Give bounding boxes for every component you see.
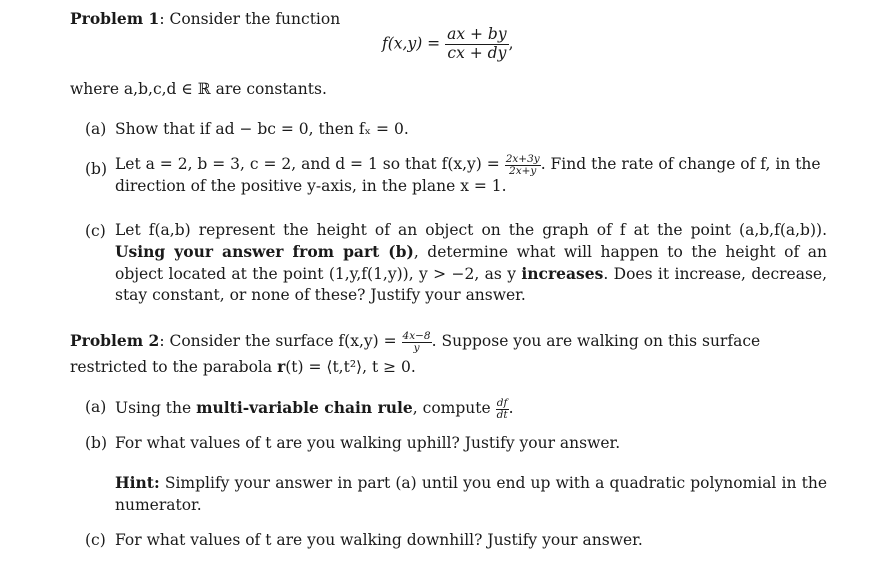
- function-comma: ,: [508, 34, 514, 53]
- p2-part-c-label: (c): [85, 531, 106, 549]
- p1-part-b-frac-num: 2x+3y: [505, 153, 540, 165]
- p2-part-a-text: [115, 398, 514, 420]
- p1-part-b-text-2: . Find the rate of change of f, in the direction of the positive y-axis, in the plane x = 1.: [115, 155, 821, 195]
- p1-part-a-text: Show that if ad − bc = 0, then fₓ = 0.: [115, 120, 409, 138]
- problem-2-frac-den: y: [413, 341, 420, 354]
- p2-part-a-label: (a): [85, 398, 107, 416]
- p1-part-c-text-2: , determine what will happen to the height of an object located at the point (1,y,f(1,y)), y > −2, as y: [115, 243, 827, 283]
- problem-2-text-3: (t) = ⟨t,t²⟩, t ≥ 0.: [285, 358, 416, 376]
- p1-part-c-text-3: . Does it increase, decrease, stay constant, or none of these? Justify your answer.: [115, 265, 828, 304]
- hint-text: Simplify your answer in part (a) until you end up with a quadratic polynomial in the numerator.: [115, 474, 827, 514]
- problem-2-frac-num: 4x−8: [402, 330, 431, 342]
- problem-1-intro-text: : Consider the function: [159, 10, 341, 28]
- function-denominator: cx + dy: [447, 43, 507, 62]
- p1-part-b-fraction: [505, 154, 541, 176]
- p1-part-b-text-1: Let a = 2, b = 3, c = 2, and d = 1 so that f(x,y) =: [115, 155, 505, 173]
- problem-1-heading: Problem 1: [70, 9, 160, 28]
- p1-part-c-label: (c): [85, 222, 106, 240]
- problem-2-text-1: : Consider the surface f(x,y) =: [159, 332, 402, 350]
- p1-part-b-text: [115, 154, 827, 197]
- function-numerator: ax + by: [447, 25, 507, 43]
- p2-part-c-text: For what values of t are you walking downhill? Justify your answer.: [115, 531, 643, 549]
- p2-part-a-bold: multi-variable chain rule: [196, 398, 413, 417]
- p2-part-a-frac-den: dt: [496, 408, 508, 421]
- p2-part-a-text-3: .: [508, 399, 514, 417]
- hint-label: Hint:: [115, 473, 160, 492]
- problem-2-heading: Problem 2: [70, 331, 160, 350]
- p1-part-c-bold-1: Using your answer from part (b): [115, 242, 414, 261]
- problem-2-bold-r: r: [277, 357, 286, 376]
- p1-part-c-text: [115, 220, 827, 306]
- function-lhs: f(x,y) =: [382, 34, 446, 53]
- hint: [115, 472, 827, 516]
- function-definition: [382, 26, 514, 63]
- function-fraction: [445, 26, 509, 63]
- problem-2-intro: [70, 328, 827, 380]
- p1-part-c-bold-2: increases: [521, 264, 604, 283]
- p2-part-a-text-1: Using the: [115, 399, 197, 417]
- problem-1-intro: [70, 10, 340, 29]
- p1-part-c-text-1: Let f(a,b) represent the height of an object on the graph of f at the point (a,b,f(a,b)).: [115, 221, 827, 239]
- p2-part-a-text-2: , compute: [412, 399, 496, 417]
- p2-part-a-fraction: [496, 398, 509, 420]
- problem-2-fraction: [402, 331, 432, 353]
- p2-part-b-text: For what values of t are you walking uphill? Justify your answer.: [115, 434, 621, 452]
- problem-2-text-2: . Suppose you are walking on this surface restricted to the parabola: [70, 332, 761, 376]
- p2-part-a-frac-num: df: [496, 397, 508, 409]
- constants-line: where a,b,c,d ∈ ℝ are constants.: [70, 80, 327, 98]
- p1-part-b-frac-den: 2x+y: [509, 164, 537, 177]
- p1-part-a-label: (a): [85, 120, 107, 138]
- p2-part-b-label: (b): [85, 434, 108, 452]
- p1-part-b-label: (b): [85, 160, 108, 178]
